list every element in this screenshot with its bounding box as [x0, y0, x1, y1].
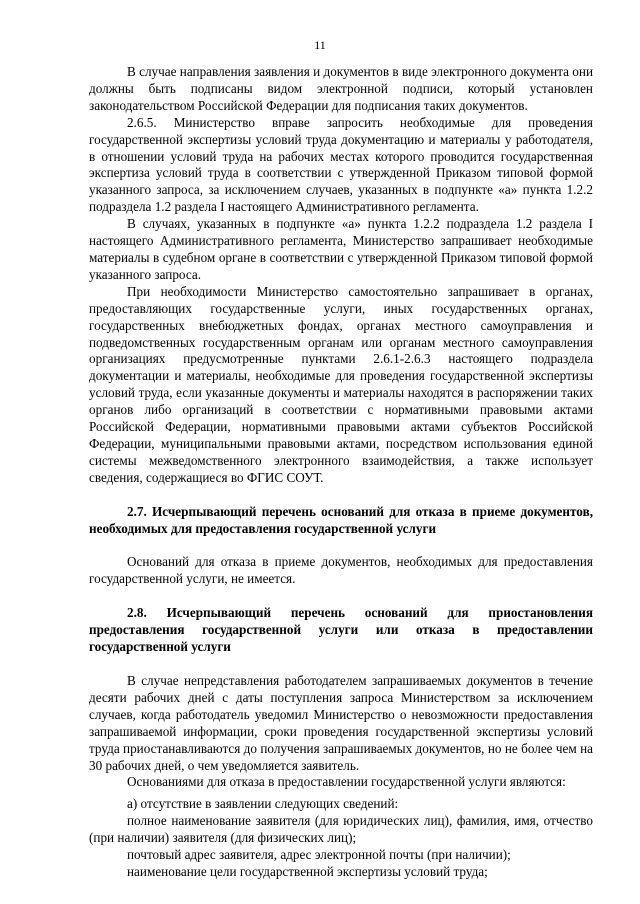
list-item-address: почтовый адрес заявителя, адрес электронной почты (при наличии); — [127, 847, 511, 863]
document-body — [89, 64, 593, 881]
list-item-full-name: полное наименование заявителя (для юридических лиц), фамилия, имя, отчество (при наличии) заявителя (для физических лиц); — [89, 813, 593, 846]
list-item-purpose: наименование цели государственной экспертизы условий труда; — [127, 863, 488, 879]
page-number: 11 — [314, 38, 326, 52]
paragraph-electronic-signature: В случае направления заявления и документов в виде электронного документа они должны быть подписаны видом электронной подписи, который установлен законодательством Российской Федерации для подписания таких документов. — [89, 64, 593, 113]
section-heading-2-7: 2.7. Исчерпывающий перечень оснований для отказа в приеме документов, необходимых для предоставления государственной услуги — [89, 503, 593, 536]
paragraph-2-7-text: Оснований для отказа в приеме документов, необходимых для предоставления государственной услуги, не имеется. — [89, 554, 593, 587]
paragraph-court-request: В случаях, указанных в подпункте «а» пункта 1.2.2 подраздела 1.2 раздела I настоящего Административного регламента, Министерство запрашивает необходимые материалы в судебном органе в соответствии с утвержденной Приказом типовой формой указанного запроса. — [89, 216, 593, 282]
section-heading-2-8: 2.8. Исчерпывающий перечень оснований для приостановления предоставления государственной услуги или отказа в предоставлении государственной услуги — [89, 605, 593, 655]
paragraph-interagency-request: При необходимости Министерство самостоятельно запрашивает в органах, предоставляющих государственные услуги, иных государственных органах, государственных внебюджетных фондах, органах местного самоуправления и подведомственных государственным органам или органам местного самоуправления организациях предусмотренные пунктами 2.6.1-2.6.3 настоящего подраздела документации и материалы, необходимые для проведения государственной экспертизы условий труда, если указанные документы и материалы находятся в распоряжении таких органов либо организаций в соответствии с нормативными правовыми актами Российской Федерации, нормативными правовыми актами субъектов Российской Федерации, муниципальными правовыми актами, посредством использования единой системы межведомственного электронного взаимодействия, а также использует сведения, содержащиеся во ФГИС СОУТ. — [89, 283, 593, 485]
list-item-a: а) отсутствие в заявлении следующих сведений: — [127, 796, 399, 812]
paragraph-2-8-refusal-grounds: Основаниями для отказа в предоставлении государственной услуги являются: — [127, 774, 566, 790]
paragraph-2-6-5: 2.6.5. Министерство вправе запросить необходимые для проведения государственной экспертизы условий труда документацию и материалы у работодателя, в отношении условий труда на рабочих местах которого проводится государственная экспертиза условий труда в соответствии с утвержденной Приказом типовой формой указанного запроса, за исключением случаев, указанных в подпункте «а» пункта 1.2.2 подраздела 1.2 раздела I настоящего Административного регламента. — [89, 114, 593, 215]
paragraph-2-8-suspension: В случае непредставления работодателем запрашиваемых документов в течение десяти рабочих дней с даты поступления запроса Министерством за исключением случаев, когда работодатель уведомил Министерство о невозможности предоставления запрашиваемой информации, сроки проведения государственной экспертизы условий труда приостанавливаются до получения запрашиваемых документов, но не более чем на 30 рабочих дней, о чем уведомляется заявитель. — [89, 673, 593, 773]
